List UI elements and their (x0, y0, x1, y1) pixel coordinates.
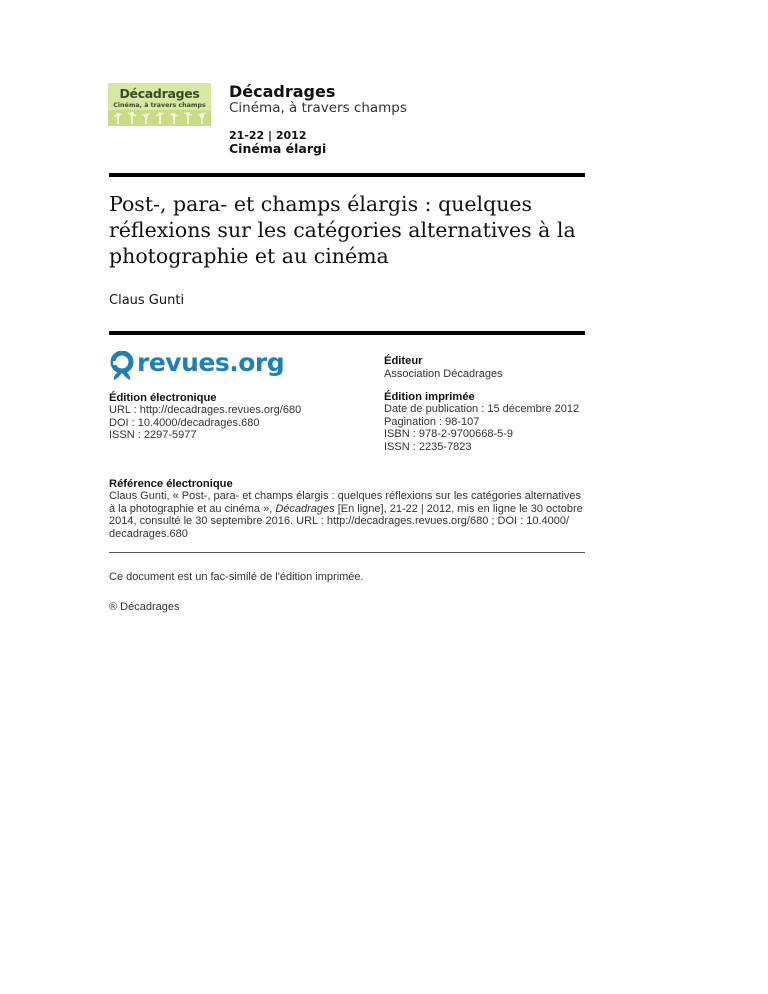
edition-imprimee-isbn: ISBN : 978-2-9700668-5-9 (384, 428, 514, 440)
journal-logo-subtitle: Cinéma, à travers champs (113, 102, 206, 109)
edition-electronique-issn: ISSN : 2297-5977 (109, 429, 197, 441)
article-title: Post-, para- et champs élargis : quelques réflexions sur les catégories alternatives à la photographie et au cinéma (109, 192, 576, 268)
edition-imprimee-date: Date de publication : 15 décembre 2012 (384, 403, 580, 415)
edition-imprimee-heading: Édition imprimée (384, 391, 475, 403)
journal-subtitle: Cinéma, à travers champs (229, 100, 407, 116)
edition-electronique-details (109, 404, 301, 442)
footer-divider (109, 552, 585, 553)
revues-flower-icon[interactable] (108, 351, 136, 381)
issue-number: 21-22 | 2012 (229, 129, 307, 142)
reference-journal-italic: Décadrages (275, 502, 335, 515)
reference-citation-part2: [En ligne], 21-22 | 2012, mis en ligne le 30 octobre 2014, consulté le 30 septembre 2016. URL : http://decadrages.revues.org/680 ; DOI : 10.4000/ decadrages.680 (109, 502, 583, 540)
edition-imprimee-pagination: Pagination : 98-107 (384, 415, 480, 428)
header-divider (109, 173, 585, 177)
journal-title: Décadrages (229, 82, 336, 101)
edition-electronique-url[interactable]: URL : http://decadrages.revues.org/680 (109, 404, 302, 416)
article-author: Claus Gunti (109, 293, 185, 308)
edition-imprimee-issn: ISSN : 2235-7823 (384, 440, 472, 453)
edition-electronique-heading: Édition électronique (109, 392, 217, 404)
dancing-figures-icon (108, 110, 211, 126)
journal-logo (108, 83, 211, 126)
editeur-heading: Éditeur (384, 355, 423, 367)
reference-citation-part1: Claus Gunti, « Post-, para- et champs élargis : quelques réflexions sur les catégories alternatives à la photographie et au cinéma », (109, 490, 582, 515)
edition-electronique-doi: DOI : 10.4000/decadrages.680 (109, 416, 260, 429)
revues-logo-text[interactable]: revues.org (137, 348, 285, 377)
reference-heading: Référence électronique (109, 478, 233, 490)
edition-imprimee-details (384, 403, 579, 453)
metadata-divider (109, 331, 585, 335)
editeur-value: Association Décadrages (384, 368, 503, 380)
issue-title: Cinéma élargi (229, 141, 327, 156)
reference-citation (109, 490, 589, 540)
copyright-notice: ® Décadrages (109, 601, 180, 613)
facsimile-note: Ce document est un fac-similé de l'édition imprimée. (109, 571, 364, 583)
journal-logo-title: Décadrages (119, 86, 200, 101)
